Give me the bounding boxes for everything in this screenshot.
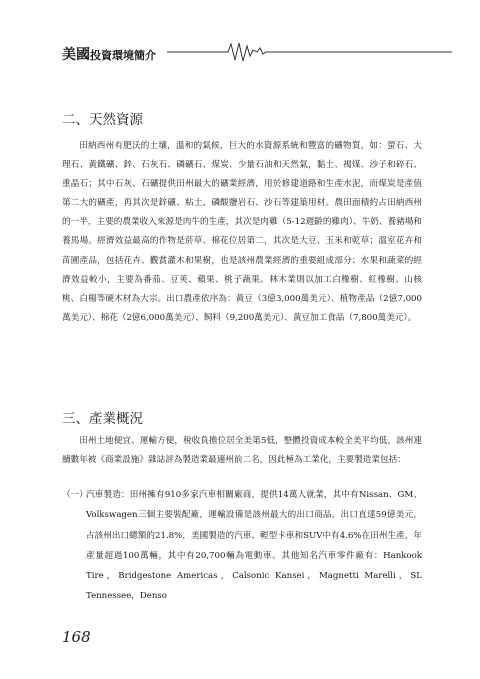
header-title: 美國投資環境簡介 <box>62 47 156 63</box>
heading-natural-resources: 二、天然資源 <box>62 112 143 128</box>
list-item-text: 汽車製造：田州擁有910多家汽車相關廠商，提供14萬人就業，其中有Nissan、GM、Volkswagen三個主要裝配廠，運輸設備是該州最大的出口商品，出口直達59億美元，占該州出口總額的21.8%，美國製造的汽車、輕型卡車和SUV中有4.6%在田州生產，年產量超過100萬輛，其中有20,700輛為電動車。其他知名汽車零件廠有：Hankook Tire，Bridgestone Americas，Calsonic Kansei，Magnetti Marelli，SL Tennessee，Denso <box>86 490 422 602</box>
running-header <box>62 40 452 64</box>
list-item-label: （一） <box>62 490 88 500</box>
paragraph-industry-intro: 田州土地便宜、運輸方便，稅收負擔位居全美第5低，整體投資成本較全美平均低，該州連續數年被《商業設施》雜誌評為製造業最適州前二名，因此極為工業化，主要製造業包括： <box>62 436 422 466</box>
page-number: 168 <box>62 628 91 646</box>
paragraph-natural-resources: 田納西州有肥沃的土壤，溫和的氣候，巨大的水資源系統和豐富的礦物質，如：螢石、大理石、黃鐵礦、鋅、石灰石、磷礦石、煤炭、少量石油和天然氣，黏土、褐煤、沙子和碎石、重晶石；其中石灰、石礦提供田州最大的礦業經濟，用於修建道路和生產水泥，而煤炭是產值第二大的礦產，再其次是鋅礦、粘土、磷酸鹽岩石、沙石等建築用材。農田面積約占田納西州的一半，主要的農業收入來源是肉牛的生產，其次是肉雞（5-12週齡的雞肉）、牛奶、養豬場和養馬場。經濟效益最高的作物是菸草、棉花位居第二，其次是大豆、玉米和乾草；溫室花卉和苗圃產品，包括花卉、觀賞灌木和果樹，也是該州農業經濟的重要組成部分；水果和蔬菜的經濟效益較小，主要為番茄、豆莢、蘋果、桃子蔬果。林木業則以加工白橡樹、紅橡樹、山核桃、白楊等硬木材為大宗。出口農產依序為：黃豆（3億3,000萬美元）、植物產品（2億7,000萬美元）、棉花（2億6,000萬美元）、飼料（9,200萬美元）、黃豆加工食品（7,800萬美元）。 <box>62 141 422 323</box>
heading-industry-overview: 三、產業概況 <box>62 411 143 427</box>
